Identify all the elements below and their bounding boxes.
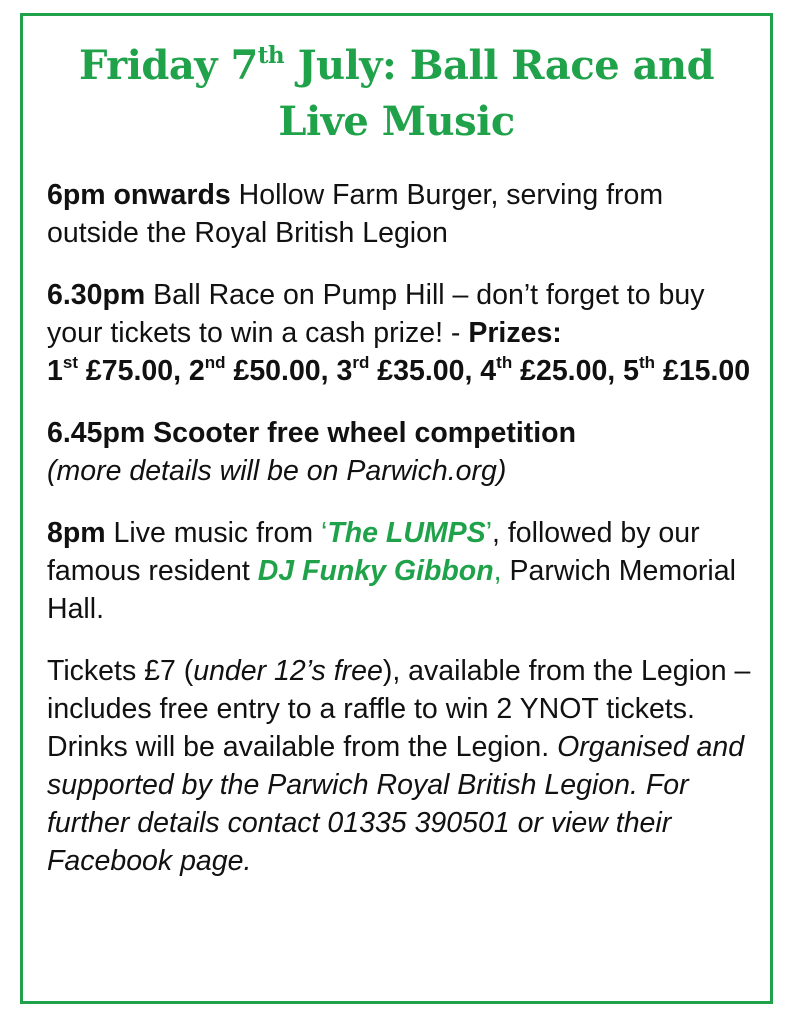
event-body: [47, 176, 759, 904]
tickets-under12: under 12’s free: [193, 655, 383, 687]
scooter-paragraph: [47, 414, 759, 490]
scooter-note: (more details will be on Parwich.org): [47, 455, 507, 487]
music-time: 8pm: [47, 517, 106, 549]
title-sup: th: [257, 42, 285, 69]
quote-close: ’: [485, 517, 493, 549]
page-title: [23, 38, 770, 150]
title-part1: Friday 7: [78, 42, 258, 89]
prize-4: 4th £25.00,: [480, 353, 624, 387]
prize-2: 2nd £50.00,: [188, 353, 337, 387]
music-text2: , followed by our famous resident: [47, 517, 700, 587]
organiser-note: Organised and supported by the Parwich Royal British Legion. For further details contact 01335 390501 or view their Facebook page.: [47, 731, 745, 877]
event-box: [20, 13, 773, 1004]
prizes-label: Prizes:: [468, 317, 562, 349]
burger-paragraph: [47, 176, 759, 252]
title-line2: Live Music: [278, 98, 515, 145]
music-paragraph: [47, 514, 759, 628]
ball-race-text: Ball Race on Pump Hill – don’t forget to buy your tickets to win a cash prize! -: [47, 279, 705, 349]
dj-name: DJ Funky Gibbon: [257, 555, 494, 587]
prize-5: 5th £15.00: [623, 353, 751, 387]
prize-3: 3rd £35.00,: [336, 353, 481, 387]
title-part2: July: Ball Race and: [284, 42, 715, 89]
burger-text: Hollow Farm Burger, serving from outside the Royal British Legion: [47, 179, 664, 249]
ball-race-time: 6.30pm: [47, 279, 146, 311]
music-text3: Parwich Memorial Hall.: [47, 555, 736, 625]
prize-1: 1st £75.00,: [47, 353, 189, 387]
ball-race-paragraph: [47, 276, 759, 390]
tickets-paragraph: [47, 652, 759, 880]
burger-time: 6pm onwards: [47, 179, 231, 211]
music-text1: Live music from: [105, 517, 321, 549]
tickets-text2: ), available from the Legion – includes free entry to a raffle to win 2 YNOT tickets. Drinks will be available from the Legion.: [47, 655, 751, 763]
quote-open: ‘: [321, 517, 328, 549]
scooter-heading: 6.45pm Scooter free wheel competition: [47, 417, 576, 449]
band-name: The LUMPS: [327, 517, 486, 549]
dj-comma: ,: [493, 555, 502, 587]
tickets-text1: Tickets £7 (: [47, 655, 194, 687]
